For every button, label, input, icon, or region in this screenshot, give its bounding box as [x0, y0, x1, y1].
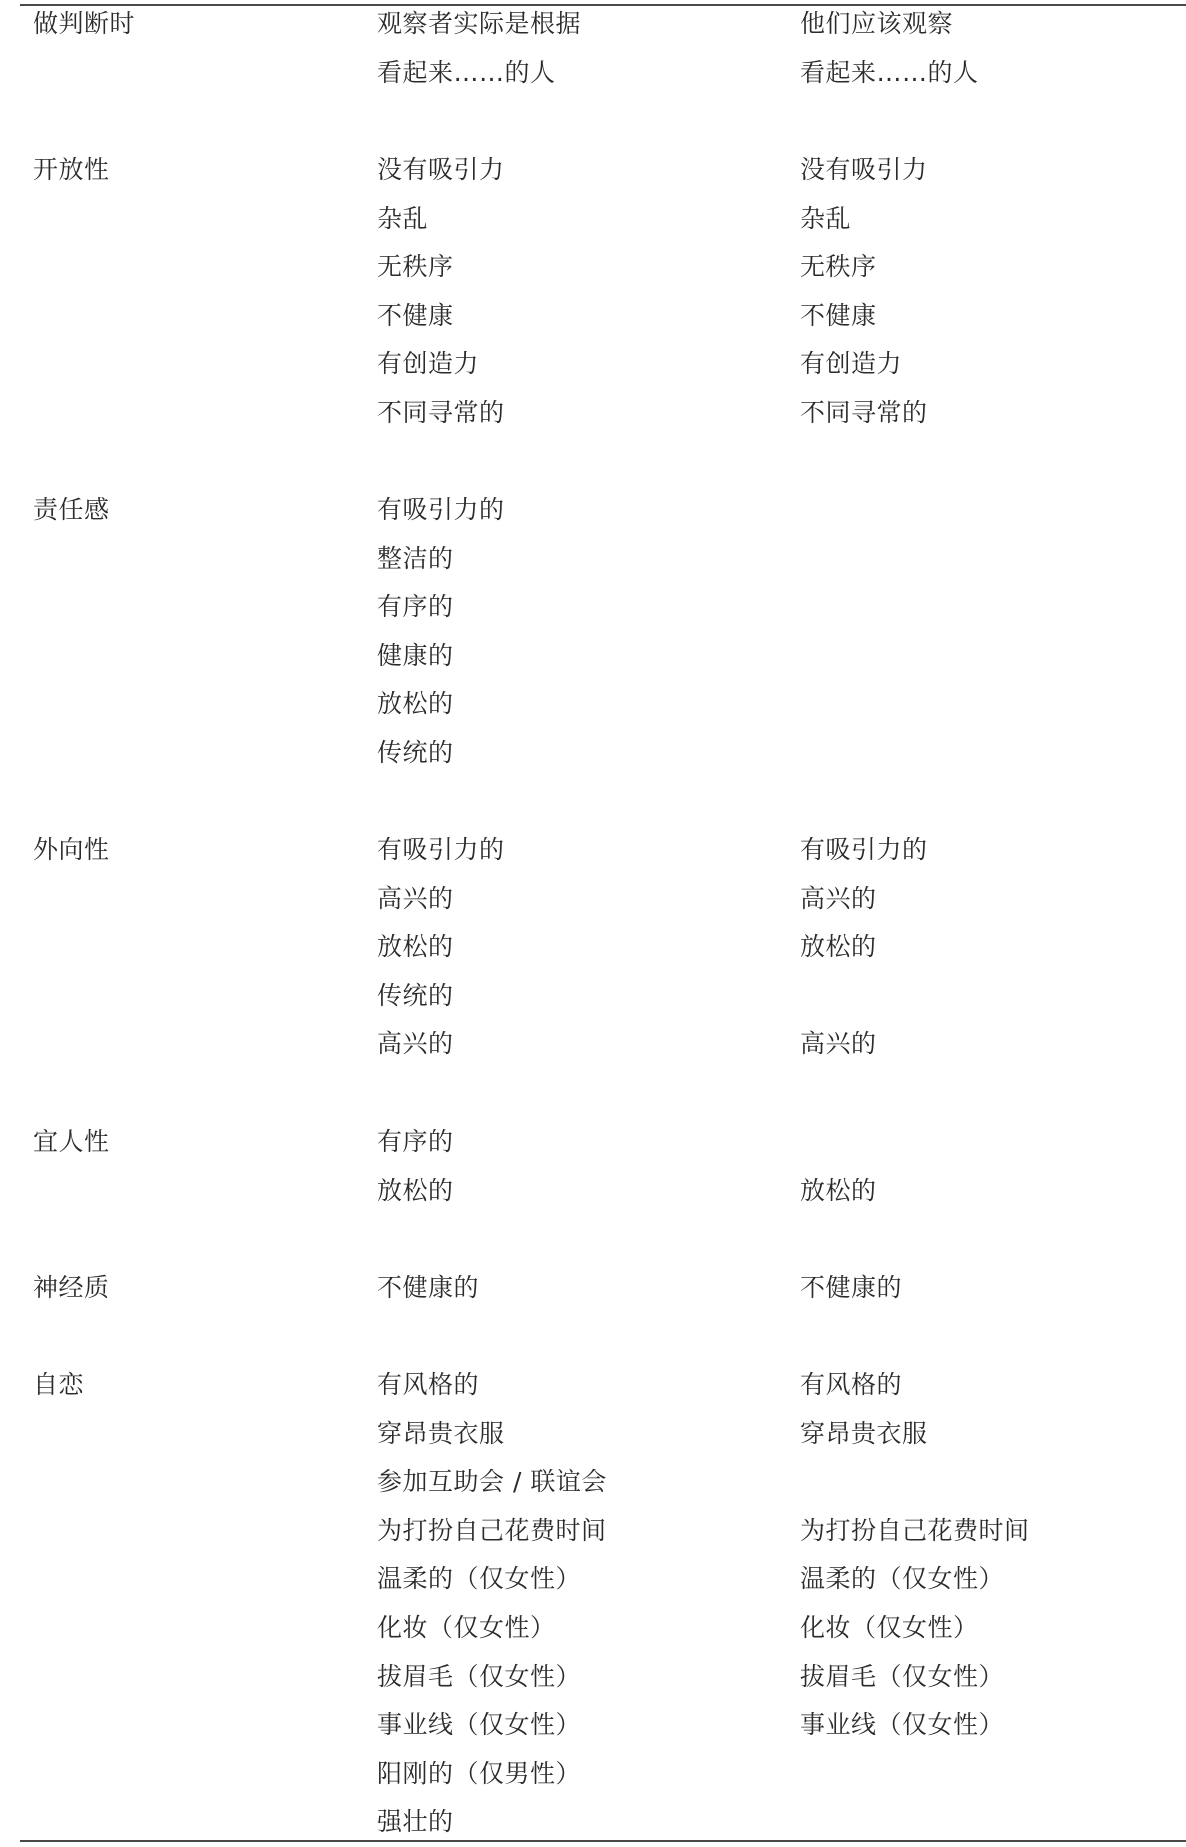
should-cue: 有创造力: [800, 349, 903, 379]
should-cue: 无秩序: [800, 252, 877, 282]
trait-label: [33, 146, 110, 195]
trait-name: 自恋: [33, 1370, 85, 1399]
header-col-should: [800, 0, 979, 97]
trait-name: 神经质: [33, 1273, 110, 1302]
trait-label: [33, 1118, 110, 1167]
should-cue: 不健康: [800, 300, 877, 330]
actual-cues: [377, 146, 505, 438]
actual-cue: 不健康的: [377, 1273, 480, 1302]
actual-cue: 有吸引力的: [377, 495, 505, 524]
should-cue: 杂乱: [800, 203, 852, 233]
should-cue-empty: [800, 1750, 1030, 1799]
actual-cue: 事业线（仅女性）: [377, 1710, 582, 1740]
actual-cue: 无秩序: [377, 252, 454, 282]
trait-name: 宜人性: [33, 1127, 110, 1156]
trait-label: [33, 1264, 110, 1313]
actual-cues: [377, 1264, 479, 1313]
should-cue: 事业线（仅女性）: [800, 1710, 1005, 1740]
should-cue-empty: [800, 1458, 1030, 1507]
actual-cue: 传统的: [377, 737, 454, 767]
actual-cue: 有吸引力的: [377, 835, 505, 864]
table-bottom-rule: [20, 1840, 1186, 1842]
trait-label: [33, 826, 110, 875]
header-col-actual: [377, 0, 581, 97]
should-cue: 化妆（仅女性）: [800, 1612, 979, 1642]
actual-cue: 高兴的: [377, 883, 454, 913]
should-cues: [800, 1264, 902, 1313]
actual-cues: [377, 826, 505, 1069]
actual-cue: 拔眉毛（仅女性）: [377, 1661, 582, 1691]
actual-cue: 整洁的: [377, 543, 454, 573]
should-cue-empty: [800, 972, 928, 1021]
actual-cue: 没有吸引力: [377, 155, 505, 184]
trait-label: [33, 1361, 84, 1410]
should-cue: 有吸引力的: [800, 835, 928, 864]
actual-cue: 强壮的: [377, 1807, 454, 1837]
header-col3-line: 看起来……的人: [800, 57, 979, 87]
should-cue: 穿昂贵衣服: [800, 1418, 928, 1448]
should-cues: [800, 1361, 1030, 1847]
actual-cue: 杂乱: [377, 203, 429, 233]
header-col2-line: 观察者实际是根据: [377, 9, 582, 38]
trait-name: 责任感: [33, 495, 110, 524]
should-cue: 放松的: [800, 1175, 877, 1205]
should-cue: 有风格的: [800, 1370, 903, 1399]
should-cue: 没有吸引力: [800, 155, 928, 184]
actual-cue: 放松的: [377, 1175, 454, 1205]
header-col2-line: 看起来……的人: [377, 57, 556, 87]
actual-cues: [377, 1361, 607, 1847]
header-col1-line: 做判断时: [33, 9, 136, 38]
table-top-rule: [20, 4, 1186, 6]
actual-cue: 不健康: [377, 300, 454, 330]
should-cue: 不同寻常的: [800, 397, 928, 427]
document-page: [20, 0, 1186, 1847]
actual-cues: [377, 1118, 454, 1215]
actual-cue: 温柔的（仅女性）: [377, 1564, 582, 1594]
should-cues: [800, 1118, 877, 1215]
actual-cue: 放松的: [377, 932, 454, 962]
should-cue: 为打扮自己花费时间: [800, 1515, 1030, 1545]
actual-cue: 穿昂贵衣服: [377, 1418, 505, 1448]
actual-cues: [377, 486, 505, 778]
should-cue: 高兴的: [800, 1029, 877, 1059]
should-cue: 放松的: [800, 932, 877, 962]
header-col-judgment: [33, 0, 135, 49]
actual-cue: 有风格的: [377, 1370, 480, 1399]
should-cue: 高兴的: [800, 883, 877, 913]
trait-name: 开放性: [33, 155, 110, 184]
actual-cue: 有序的: [377, 1127, 454, 1156]
should-cue: 温柔的（仅女性）: [800, 1564, 1005, 1594]
should-cue: 不健康的: [800, 1273, 903, 1302]
actual-cue: 为打扮自己花费时间: [377, 1515, 607, 1545]
header-col3-line: 他们应该观察: [800, 9, 954, 38]
should-cue-empty: [800, 1118, 877, 1167]
should-cue: 拔眉毛（仅女性）: [800, 1661, 1005, 1691]
actual-cue: 有创造力: [377, 349, 480, 379]
actual-cue: 不同寻常的: [377, 397, 505, 427]
actual-cue: 化妆（仅女性）: [377, 1612, 556, 1642]
actual-cue: 有序的: [377, 592, 454, 622]
actual-cue: 传统的: [377, 980, 454, 1010]
trait-name: 外向性: [33, 835, 110, 864]
should-cues: [800, 146, 928, 438]
actual-cue: 参加互助会 / 联谊会: [377, 1467, 607, 1497]
trait-label: [33, 486, 110, 535]
actual-cue: 健康的: [377, 640, 454, 670]
should-cues: [800, 826, 928, 1069]
actual-cue: 放松的: [377, 689, 454, 719]
actual-cue: 阳刚的（仅男性）: [377, 1758, 582, 1788]
actual-cue: 高兴的: [377, 1029, 454, 1059]
